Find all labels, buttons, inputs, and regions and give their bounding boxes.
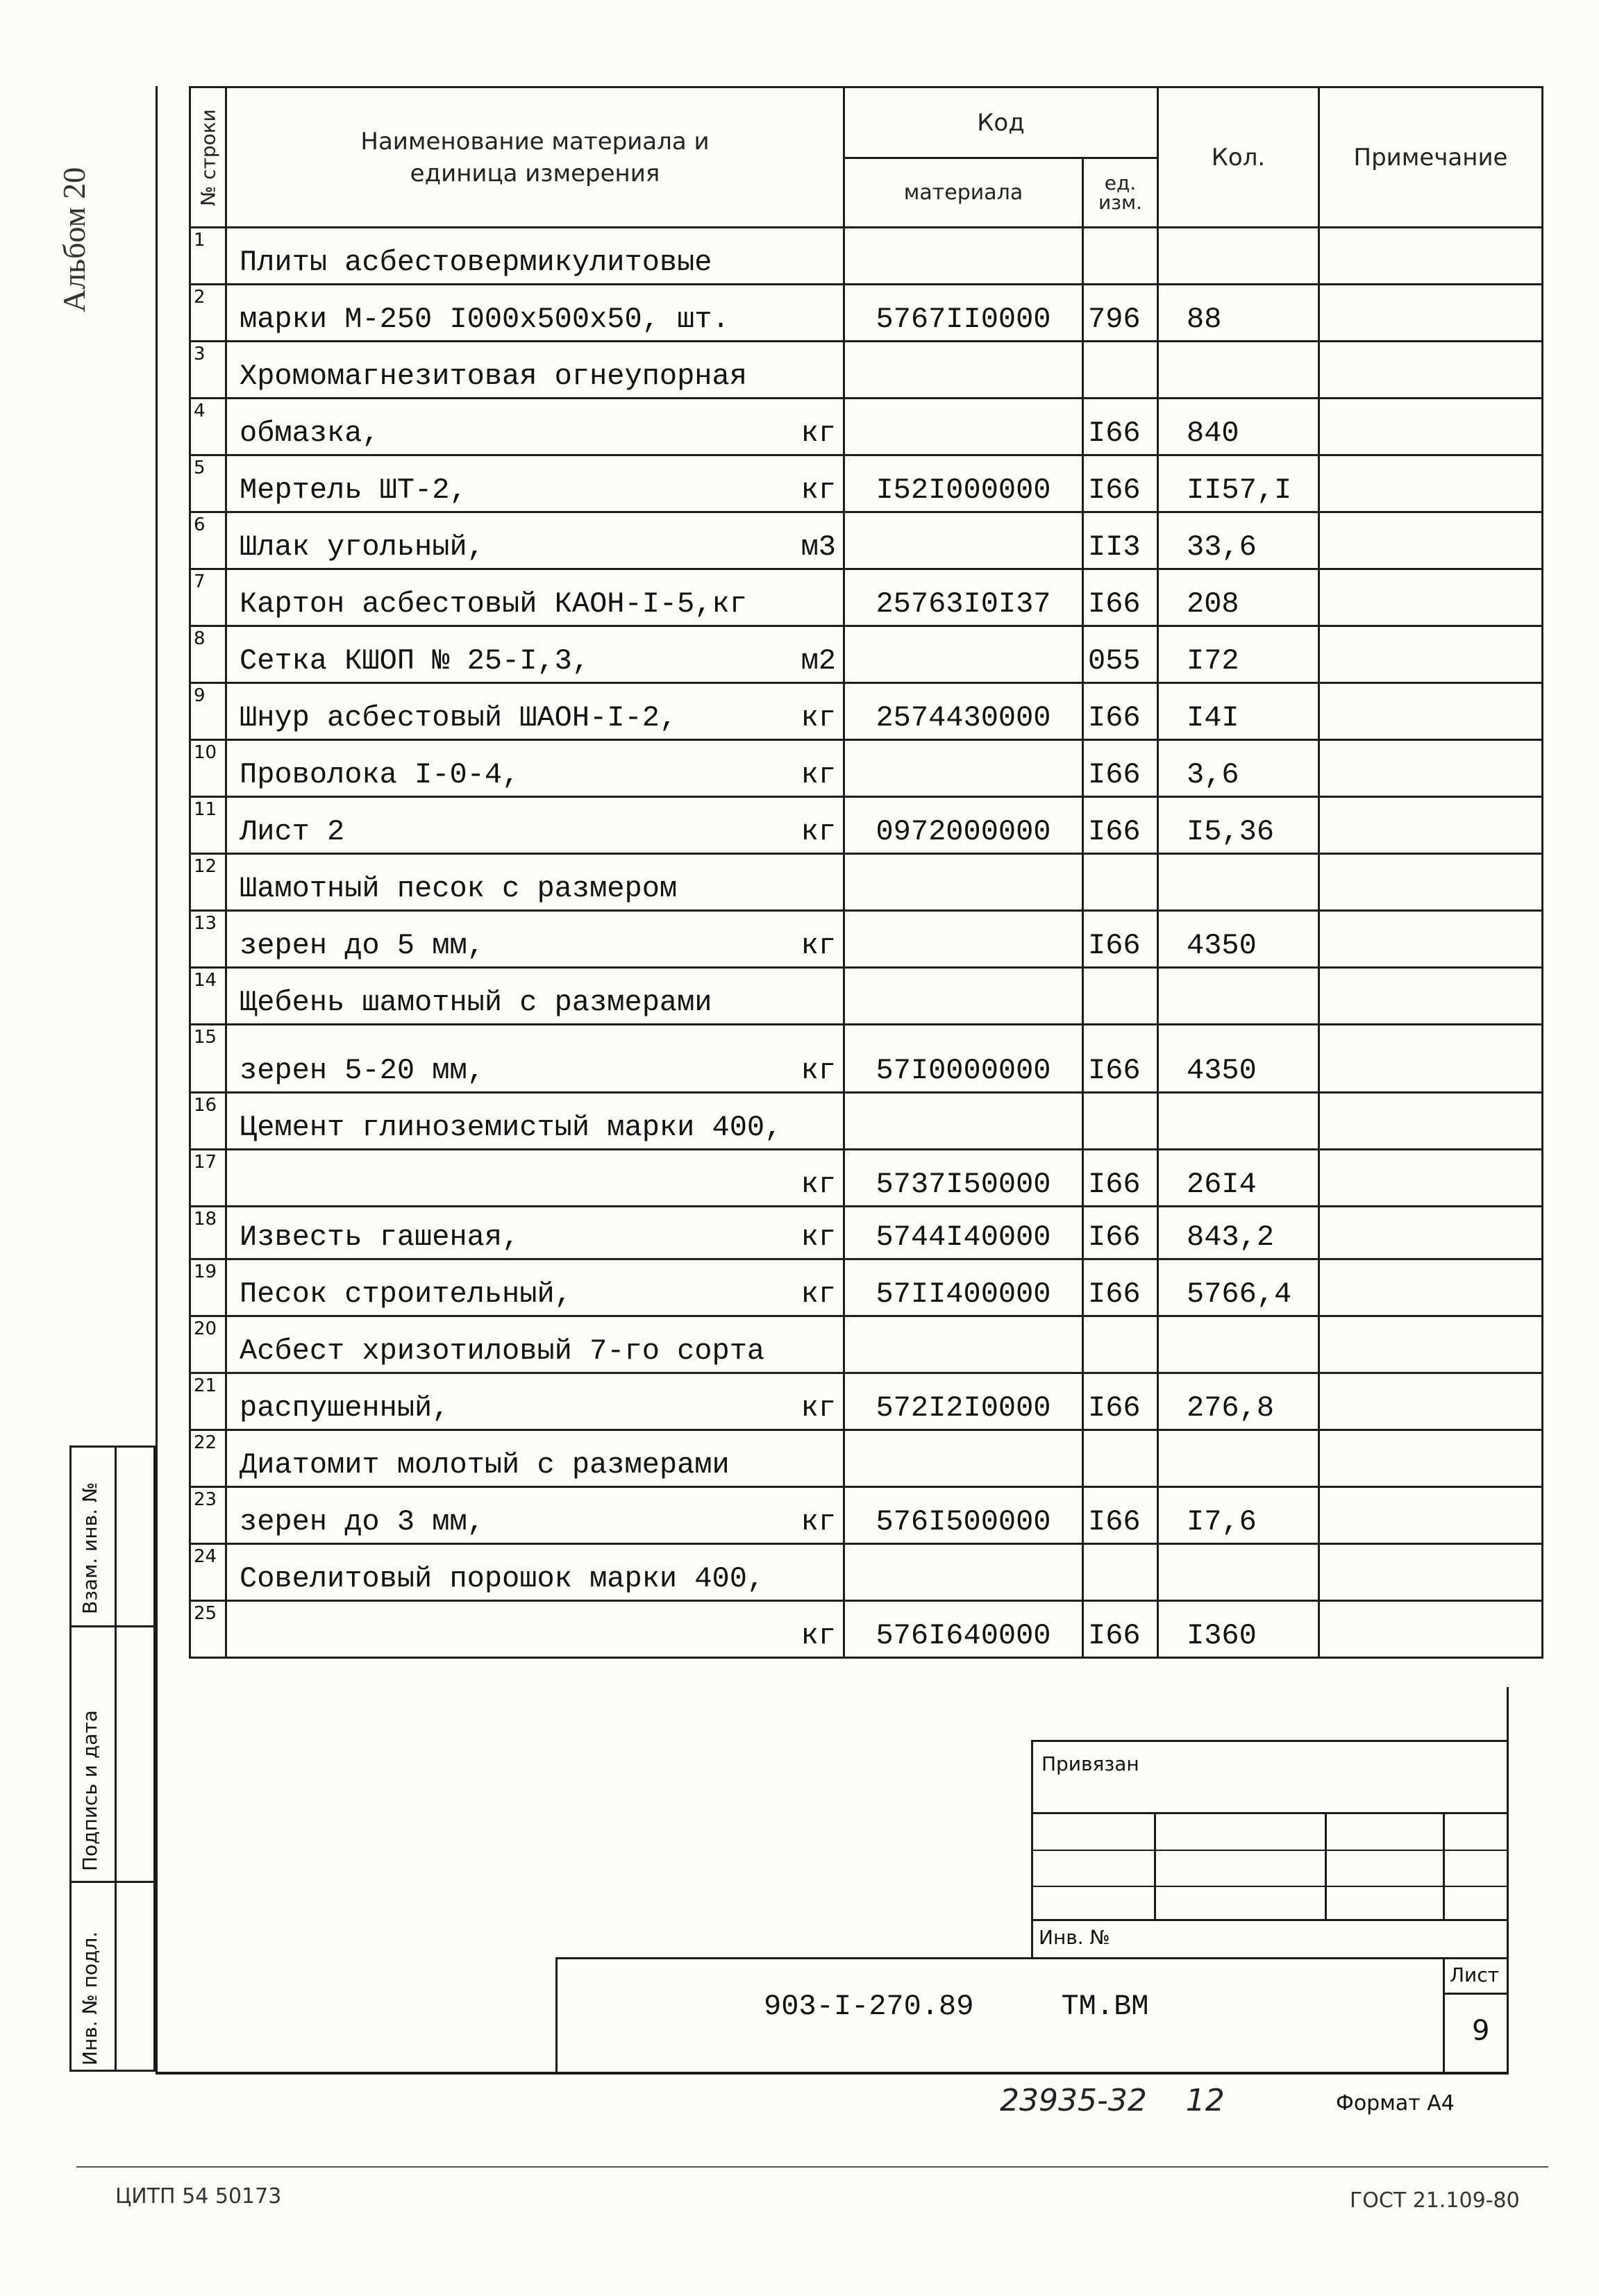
quantity: I360 bbox=[1158, 1601, 1319, 1658]
table-row bbox=[190, 1093, 1543, 1150]
material-code bbox=[844, 1093, 1083, 1150]
unit-code: I66 bbox=[1083, 1373, 1158, 1430]
quantity: 4350 bbox=[1158, 911, 1319, 968]
row-number: 2 bbox=[190, 285, 226, 342]
row-number: 3 bbox=[190, 342, 226, 399]
material-unit-text: кг bbox=[801, 929, 836, 962]
table-row bbox=[190, 1207, 1543, 1259]
unit-code bbox=[1083, 1430, 1158, 1487]
unit-code: I66 bbox=[1083, 569, 1158, 626]
quantity: 5766,4 bbox=[1158, 1259, 1319, 1316]
note bbox=[1319, 1093, 1543, 1150]
table-row bbox=[190, 968, 1543, 1025]
material-code bbox=[844, 1316, 1083, 1373]
unit-code bbox=[1083, 1093, 1158, 1150]
quantity: 33,6 bbox=[1158, 512, 1319, 569]
material-name bbox=[226, 1150, 844, 1207]
table-row bbox=[190, 1487, 1543, 1544]
quantity bbox=[1158, 228, 1319, 285]
row-number: 24 bbox=[190, 1544, 226, 1601]
material-code: 5744I40000 bbox=[844, 1207, 1083, 1259]
quantity: 4350 bbox=[1158, 1025, 1319, 1093]
privyazan-label: Привязан bbox=[1041, 1752, 1139, 1775]
material-unit-text: кг bbox=[801, 1505, 836, 1539]
material-unit-text: кг bbox=[801, 417, 836, 450]
material-name-text: Картон асбестовый КАОН-I-5,кг bbox=[240, 587, 747, 621]
row-number: 19 bbox=[190, 1259, 226, 1316]
row-number: 20 bbox=[190, 1316, 226, 1373]
table-row bbox=[190, 228, 1543, 285]
material-name bbox=[226, 626, 844, 683]
row-number: 17 bbox=[190, 1150, 226, 1207]
quantity: 26I4 bbox=[1158, 1150, 1319, 1207]
quantity bbox=[1158, 968, 1319, 1025]
row-number: 8 bbox=[190, 626, 226, 683]
material-name-text: марки М-250 I000х500х50, шт. bbox=[240, 303, 730, 336]
note bbox=[1319, 569, 1543, 626]
quantity bbox=[1158, 342, 1319, 399]
material-name-text: Хромомагнезитовая огнеупорная bbox=[240, 360, 747, 393]
material-code bbox=[844, 228, 1083, 285]
material-name-text: Лист 2 bbox=[240, 815, 345, 848]
unit-code: I66 bbox=[1083, 455, 1158, 512]
material-code bbox=[844, 399, 1083, 455]
row-number: 13 bbox=[190, 911, 226, 968]
material-name bbox=[226, 1093, 844, 1150]
material-name-text: Совелитовый порошок марки 400, bbox=[240, 1562, 765, 1595]
material-code bbox=[844, 854, 1083, 911]
material-name-text: Мертель ШТ-2, bbox=[240, 474, 467, 507]
material-name-text: Шамотный песок с размером bbox=[240, 872, 678, 905]
material-unit-text: кг bbox=[801, 1277, 836, 1311]
note bbox=[1319, 740, 1543, 797]
material-code: I52I000000 bbox=[844, 455, 1083, 512]
material-name-text: Шлак угольный, bbox=[240, 530, 485, 564]
material-code: 57I0000000 bbox=[844, 1025, 1083, 1093]
header-code-material: материала bbox=[844, 158, 1083, 228]
header-code: Код bbox=[844, 87, 1158, 158]
material-name bbox=[226, 740, 844, 797]
footer-left-code: ЦИТП 54 50173 bbox=[115, 2184, 282, 2209]
material-code: 576I500000 bbox=[844, 1487, 1083, 1544]
note bbox=[1319, 512, 1543, 569]
row-number: 9 bbox=[190, 683, 226, 740]
material-name-text: зерен до 3 мм, bbox=[240, 1505, 485, 1539]
table-row bbox=[190, 911, 1543, 968]
note bbox=[1319, 1316, 1543, 1373]
material-name bbox=[226, 1207, 844, 1259]
material-unit-text: кг bbox=[801, 1619, 836, 1652]
material-name-text: Щебень шамотный с размерами bbox=[240, 986, 712, 1019]
material-code bbox=[844, 626, 1083, 683]
material-code bbox=[844, 1430, 1083, 1487]
side-stamp-vzam: Взам. инв. № bbox=[78, 1482, 101, 1614]
material-name-text: Песок строительный, bbox=[240, 1277, 572, 1311]
note bbox=[1319, 1601, 1543, 1658]
material-code: 0972000000 bbox=[844, 797, 1083, 854]
table-row bbox=[190, 1316, 1543, 1373]
material-code bbox=[844, 1544, 1083, 1601]
unit-code bbox=[1083, 968, 1158, 1025]
handwritten-number: 23935-32 12 bbox=[1000, 2083, 1225, 2118]
row-number: 22 bbox=[190, 1430, 226, 1487]
material-name bbox=[226, 569, 844, 626]
note bbox=[1319, 854, 1543, 911]
material-code: 25763I0I37 bbox=[844, 569, 1083, 626]
unit-code: II3 bbox=[1083, 512, 1158, 569]
material-name bbox=[226, 512, 844, 569]
quantity bbox=[1158, 1430, 1319, 1487]
row-number: 12 bbox=[190, 854, 226, 911]
unit-code bbox=[1083, 342, 1158, 399]
unit-code: I66 bbox=[1083, 1025, 1158, 1093]
note bbox=[1319, 399, 1543, 455]
table-row bbox=[190, 455, 1543, 512]
table-row bbox=[190, 797, 1543, 854]
row-number: 25 bbox=[190, 1601, 226, 1658]
row-number: 5 bbox=[190, 455, 226, 512]
material-code bbox=[844, 342, 1083, 399]
note bbox=[1319, 1207, 1543, 1259]
quantity bbox=[1158, 1093, 1319, 1150]
unit-code: I66 bbox=[1083, 1207, 1158, 1259]
material-unit-text: м2 bbox=[801, 644, 836, 678]
material-name bbox=[226, 342, 844, 399]
quantity: 840 bbox=[1158, 399, 1319, 455]
row-number: 7 bbox=[190, 569, 226, 626]
header-qty: Кол. bbox=[1158, 87, 1319, 228]
unit-code bbox=[1083, 1544, 1158, 1601]
note bbox=[1319, 1544, 1543, 1601]
material-code bbox=[844, 512, 1083, 569]
header-row-number: № строки bbox=[190, 87, 226, 228]
note bbox=[1319, 968, 1543, 1025]
material-code bbox=[844, 911, 1083, 968]
note bbox=[1319, 1487, 1543, 1544]
unit-code: I66 bbox=[1083, 683, 1158, 740]
unit-code: I66 bbox=[1083, 797, 1158, 854]
table-row bbox=[190, 1150, 1543, 1207]
material-name-text: Диатомит молотый с размерами bbox=[240, 1448, 730, 1482]
table-row bbox=[190, 1601, 1543, 1658]
material-code: 572I2I0000 bbox=[844, 1373, 1083, 1430]
footer-rule bbox=[76, 2166, 1548, 2168]
material-name bbox=[226, 1373, 844, 1430]
note bbox=[1319, 342, 1543, 399]
quantity: II57,I bbox=[1158, 455, 1319, 512]
material-name bbox=[226, 683, 844, 740]
material-unit-text: кг bbox=[801, 758, 836, 791]
material-name bbox=[226, 1316, 844, 1373]
quantity: I4I bbox=[1158, 683, 1319, 740]
quantity bbox=[1158, 1316, 1319, 1373]
row-number: 6 bbox=[190, 512, 226, 569]
unit-code: 796 bbox=[1083, 285, 1158, 342]
table-row bbox=[190, 1373, 1543, 1430]
quantity bbox=[1158, 1544, 1319, 1601]
material-unit-text: кг bbox=[801, 1168, 836, 1201]
material-code: 5767II0000 bbox=[844, 285, 1083, 342]
material-name-text: распушенный, bbox=[240, 1391, 450, 1425]
material-name-text: Цемент глиноземистый марки 400, bbox=[240, 1111, 782, 1144]
quantity: I7,6 bbox=[1158, 1487, 1319, 1544]
side-stamp-podpis: Подпись и дата bbox=[78, 1710, 101, 1871]
header-code-unit: ед. изм. bbox=[1083, 158, 1158, 228]
material-name bbox=[226, 1601, 844, 1658]
material-name-text: Плиты асбестовермикулитовые bbox=[240, 246, 712, 279]
unit-code: I66 bbox=[1083, 1601, 1158, 1658]
material-name bbox=[226, 1544, 844, 1601]
unit-code: I66 bbox=[1083, 1487, 1158, 1544]
unit-code: I66 bbox=[1083, 399, 1158, 455]
quantity: 276,8 bbox=[1158, 1373, 1319, 1430]
material-name bbox=[226, 1259, 844, 1316]
side-stamp bbox=[69, 1446, 156, 2072]
unit-code bbox=[1083, 1316, 1158, 1373]
table-row bbox=[190, 285, 1543, 342]
side-stamp-inv-podl: Инв. № подл. bbox=[78, 1931, 101, 2065]
unit-code bbox=[1083, 854, 1158, 911]
note bbox=[1319, 455, 1543, 512]
sheet-number: 9 bbox=[1472, 2015, 1490, 2047]
note bbox=[1319, 1259, 1543, 1316]
material-unit-text: кг bbox=[801, 1054, 836, 1087]
note bbox=[1319, 797, 1543, 854]
table-row bbox=[190, 399, 1543, 455]
row-number: 15 bbox=[190, 1025, 226, 1093]
material-code bbox=[844, 968, 1083, 1025]
sheet-label: Лист bbox=[1450, 1963, 1499, 1986]
row-number: 4 bbox=[190, 399, 226, 455]
row-number: 16 bbox=[190, 1093, 226, 1150]
note bbox=[1319, 1430, 1543, 1487]
material-name bbox=[226, 228, 844, 285]
table-row bbox=[190, 683, 1543, 740]
material-name-text: Проволока I-0-4, bbox=[240, 758, 520, 791]
quantity: 208 bbox=[1158, 569, 1319, 626]
material-unit-text: кг bbox=[801, 474, 836, 507]
material-name-text: Известь гашеная, bbox=[240, 1221, 520, 1254]
header-note: Примечание bbox=[1319, 87, 1543, 228]
inv-no-label: Инв. № bbox=[1039, 1926, 1110, 1949]
material-name bbox=[226, 911, 844, 968]
note bbox=[1319, 683, 1543, 740]
table-row bbox=[190, 342, 1543, 399]
row-number: 10 bbox=[190, 740, 226, 797]
row-number: 21 bbox=[190, 1373, 226, 1430]
material-spec-table bbox=[189, 86, 1543, 1659]
frame-left-line bbox=[156, 86, 158, 2072]
unit-code: I66 bbox=[1083, 740, 1158, 797]
note bbox=[1319, 285, 1543, 342]
material-name-text: Шнур асбестовый ШАОН-I-2, bbox=[240, 701, 678, 735]
material-name-text: Сетка КШОП № 25-I,3, bbox=[240, 644, 590, 678]
row-number: 1 bbox=[190, 228, 226, 285]
material-name bbox=[226, 455, 844, 512]
album-label: Альбом 20 bbox=[56, 167, 92, 312]
row-number: 11 bbox=[190, 797, 226, 854]
note bbox=[1319, 911, 1543, 968]
unit-code bbox=[1083, 228, 1158, 285]
material-name bbox=[226, 854, 844, 911]
table-row bbox=[190, 626, 1543, 683]
unit-code: I66 bbox=[1083, 1150, 1158, 1207]
material-code: 2574430000 bbox=[844, 683, 1083, 740]
row-number: 18 bbox=[190, 1207, 226, 1259]
quantity: 88 bbox=[1158, 285, 1319, 342]
material-name bbox=[226, 399, 844, 455]
quantity: I72 bbox=[1158, 626, 1319, 683]
table-row bbox=[190, 512, 1543, 569]
note bbox=[1319, 1150, 1543, 1207]
footer-gost: ГОСТ 21.109-80 bbox=[1350, 2188, 1520, 2213]
material-name-text: зерен до 5 мм, bbox=[240, 929, 485, 962]
material-name-text: Асбест хризотиловый 7-го сорта bbox=[240, 1334, 765, 1368]
note bbox=[1319, 626, 1543, 683]
quantity: 3,6 bbox=[1158, 740, 1319, 797]
note bbox=[1319, 1373, 1543, 1430]
note bbox=[1319, 228, 1543, 285]
material-unit-text: кг bbox=[801, 1391, 836, 1425]
material-code: 57II400000 bbox=[844, 1259, 1083, 1316]
table-row bbox=[190, 1025, 1543, 1093]
material-unit-text: кг bbox=[801, 701, 836, 735]
table-row bbox=[190, 740, 1543, 797]
table-row bbox=[190, 1544, 1543, 1601]
material-code: 576I640000 bbox=[844, 1601, 1083, 1658]
row-number: 23 bbox=[190, 1487, 226, 1544]
quantity: 843,2 bbox=[1158, 1207, 1319, 1259]
material-code: 5737I50000 bbox=[844, 1150, 1083, 1207]
unit-code: 055 bbox=[1083, 626, 1158, 683]
material-name bbox=[226, 968, 844, 1025]
material-name bbox=[226, 285, 844, 342]
material-name bbox=[226, 797, 844, 854]
material-name bbox=[226, 1025, 844, 1093]
title-block bbox=[555, 1740, 1509, 2075]
document-designation: 903-I-270.89 ТМ.ВМ bbox=[764, 1990, 1149, 2023]
material-name-text: зерен 5-20 мм, bbox=[240, 1054, 485, 1087]
table-row bbox=[190, 569, 1543, 626]
quantity: I5,36 bbox=[1158, 797, 1319, 854]
row-number: 14 bbox=[190, 968, 226, 1025]
material-name-text: обмазка, bbox=[240, 417, 380, 450]
header-name: Наименование материала и единица измерения bbox=[226, 87, 844, 228]
material-unit-text: кг bbox=[801, 1221, 836, 1254]
material-unit-text: кг bbox=[801, 815, 836, 848]
note bbox=[1319, 1025, 1543, 1093]
table-row bbox=[190, 1430, 1543, 1487]
table-row bbox=[190, 1259, 1543, 1316]
material-unit-text: м3 bbox=[801, 530, 836, 564]
quantity bbox=[1158, 854, 1319, 911]
table-row bbox=[190, 854, 1543, 911]
material-name bbox=[226, 1487, 844, 1544]
unit-code: I66 bbox=[1083, 1259, 1158, 1316]
format-label: Формат А4 bbox=[1336, 2091, 1455, 2115]
unit-code: I66 bbox=[1083, 911, 1158, 968]
material-name bbox=[226, 1430, 844, 1487]
material-code bbox=[844, 740, 1083, 797]
